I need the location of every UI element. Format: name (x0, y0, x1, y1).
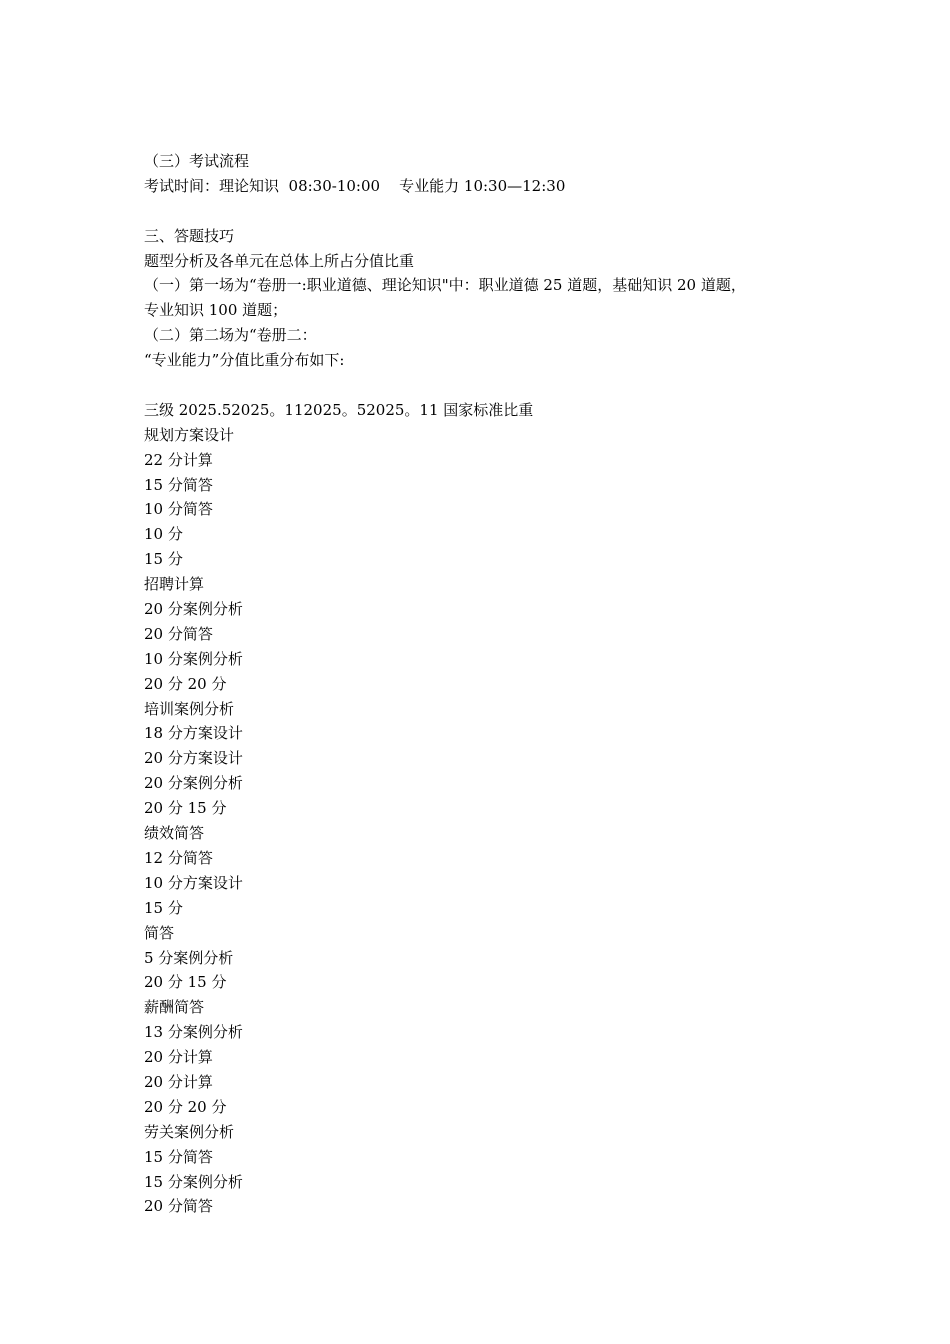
answer-tips-heading: 三、答题技巧 (144, 226, 235, 245)
score-line: 15 分 (144, 550, 183, 569)
score-line: 15 分 (144, 898, 183, 917)
score-line: 22 分计算 (144, 450, 213, 469)
score-line: 18 分方案设计 (144, 724, 243, 743)
blank-line (144, 373, 824, 398)
score-line: 20 分 20 分 (144, 1097, 227, 1116)
document-body (144, 149, 824, 1219)
exam-process-heading: （三）考试流程 (144, 152, 250, 170)
score-line: 规划方案设计 (144, 425, 235, 444)
score-table-header: 三级 2025.52025。112025。52025。11 国家标准比重 (144, 400, 534, 419)
score-line: 绩效简答 (144, 824, 205, 843)
score-line: 劳关案例分析 (144, 1122, 235, 1141)
score-line: 薪酬简答 (144, 998, 205, 1017)
score-line: 招聘计算 (144, 575, 205, 594)
score-line: 15 分简答 (144, 1147, 213, 1166)
score-analysis-subheading: 题型分析及各单元在总体上所占分值比重 (144, 251, 415, 270)
score-line: 5 分案例分析 (144, 948, 234, 967)
score-line: 20 分方案设计 (144, 749, 243, 768)
score-line: 10 分简答 (144, 500, 213, 519)
paper-one-description-cont: 专业知识 100 道题； (144, 301, 288, 320)
score-line: 20 分计算 (144, 1072, 213, 1091)
score-table-lines (144, 423, 824, 1220)
score-line: 简答 (144, 923, 175, 942)
score-line: 15 分案例分析 (144, 1172, 243, 1191)
score-line: 20 分案例分析 (144, 600, 243, 619)
score-line: 13 分案例分析 (144, 1023, 243, 1042)
score-line: 10 分 (144, 525, 183, 544)
paper-two-description: （二）第二场为“卷册二： (144, 326, 317, 345)
score-line: 20 分简答 (144, 624, 213, 643)
score-line: 10 分方案设计 (144, 873, 243, 892)
score-line: 15 分简答 (144, 475, 213, 494)
blank-line (144, 199, 824, 224)
score-line: 20 分简答 (144, 1197, 213, 1216)
score-line: 20 分 15 分 (144, 799, 227, 818)
score-line: 20 分 20 分 (144, 674, 227, 693)
exam-time-text: 考试时间：理论知识 08:30-10:00 专业能力 10:30—12:30 (144, 176, 566, 195)
score-line: 20 分计算 (144, 1048, 213, 1067)
score-line: 20 分 15 分 (144, 973, 227, 992)
score-line: 20 分案例分析 (144, 774, 243, 793)
score-line: 12 分简答 (144, 848, 213, 867)
paper-two-score-intro: “专业能力”分值比重分布如下: (144, 351, 345, 370)
score-line: 10 分案例分析 (144, 649, 243, 668)
paper-one-description: （一）第一场为“卷册一:职业道德、理论知识"中：职业道德 25 道题，基础知识 20 道题， (144, 276, 746, 295)
score-line: 培训案例分析 (144, 699, 235, 718)
